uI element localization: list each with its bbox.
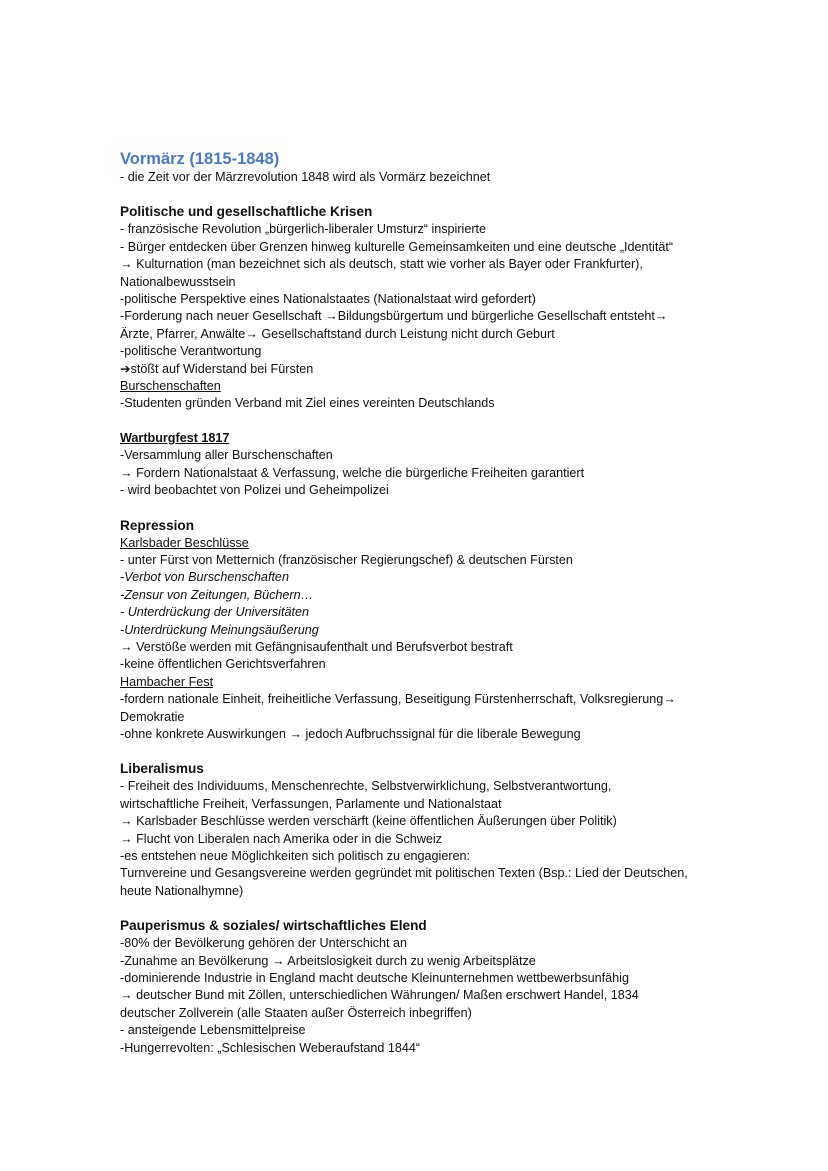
hambacher-line: -fordern nationale Einheit, freiheitliche Verfassung, Beseitigung Fürstenherrschaft, Volksregierung→ (120, 692, 676, 707)
intro-line: - die Zeit vor der Märzrevolution 1848 wird als Vormärz bezeichnet (120, 170, 491, 184)
section-heading-repression: Repression (120, 517, 195, 533)
burschenschaften-line: -Studenten gründen Verband mit Ziel eines vereinten Deutschlands (120, 396, 495, 411)
hambacher-line: -ohne konkrete Auswirkungen → jedoch Aufbruchssignal für die liberale Bewegung (120, 726, 581, 741)
page-title: Vormärz (1815-1848) (120, 150, 280, 168)
repression-line: - unter Fürst von Metternich (französischer Regierungschef) & deutschen Fürsten (120, 552, 573, 567)
liberalismus-line: wirtschaftliche Freiheit, Verfassungen, Parlamente und Nationalstaat (120, 796, 502, 811)
pauperismus-line: -dominierende Industrie in England macht deutsche Kleinunternehmen wettbewerbsunfähig (120, 971, 629, 986)
liberalismus-line: - Freiheit des Individuums, Menschenrechte, Selbstverwirklichung, Selbstverantwortung, (120, 779, 612, 794)
repression-italic-line: -Verbot von Burschenschaften (120, 570, 289, 585)
wartburgfest-line: - wird beobachtet von Polizei und Geheimpolizei (120, 483, 389, 498)
repression-italic-line: -Zensur von Zeitungen, Büchern… (120, 587, 314, 602)
pauperismus-line: -80% der Bevölkerung gehören der Unterschicht an (120, 936, 408, 951)
krisen-line: - Bürger entdecken über Grenzen hinweg kulturelle Gemeinsamkeiten und eine deutsche „Identität“ (120, 239, 674, 254)
section-heading-wartburgfest: Wartburgfest 1817 (120, 430, 230, 445)
repression-italic-line: - Unterdrückung der Universitäten (120, 605, 309, 620)
hambacher-line: Demokratie (120, 709, 185, 724)
liberalismus-line: heute Nationalhymne) (120, 883, 244, 898)
section-heading-krisen: Politische und gesellschaftliche Krisen (120, 204, 373, 220)
pauperismus-line: - ansteigende Lebensmittelpreise (120, 1023, 306, 1038)
pauperismus-line: -Zunahme an Bevölkerung → Arbeitslosigkeit durch zu wenig Arbeitsplätze (120, 953, 536, 968)
krisen-line: Nationalbewusstsein (120, 274, 236, 289)
krisen-line: -politische Perspektive eines Nationalstaates (Nationalstaat wird gefordert) (120, 292, 536, 307)
subheading-burschenschaften: Burschenschaften (120, 379, 221, 394)
krisen-line: → Kulturnation (man bezeichnet sich als deutsch, statt wie vorher als Bayer oder Frankfurter), (120, 257, 643, 272)
wartburgfest-line: → Fordern Nationalstaat & Verfassung, welche die bürgerliche Freiheiten garantiert (120, 465, 585, 480)
subheading-hambacher: Hambacher Fest (120, 674, 214, 689)
liberalismus-line: → Flucht von Liberalen nach Amerika oder in die Schweiz (120, 831, 443, 846)
section-heading-liberalismus: Liberalismus (120, 761, 204, 777)
pauperismus-line: deutscher Zollverein (alle Staaten außer Österreich inbegriffen) (120, 1005, 472, 1020)
subheading-karlsbader: Karlsbader Beschlüsse (120, 535, 249, 550)
document-page (120, 149, 720, 1057)
pauperismus-line: -Hungerrevolten: „Schlesischen Weberaufstand 1844“ (120, 1040, 421, 1055)
krisen-line: -politische Verantwortung (120, 344, 262, 359)
krisen-line: - französische Revolution „bürgerlich-liberaler Umsturz“ inspirierte (120, 222, 487, 237)
krisen-line: -Forderung nach neuer Gesellschaft →Bildungsbürgertum und bürgerliche Gesellschaft entsteht→ (120, 309, 668, 324)
repression-line: → Verstöße werden mit Gefängnisaufenthalt und Berufsverbot bestraft (120, 639, 513, 654)
krisen-line: ➔stößt auf Widerstand bei Fürsten (120, 361, 314, 376)
pauperismus-line: → deutscher Bund mit Zöllen, unterschiedlichen Währungen/ Maßen erschwert Handel, 1834 (120, 988, 639, 1003)
krisen-line: Ärzte, Pfarrer, Anwälte→ Gesellschaftstand durch Leistung nicht durch Geburt (120, 326, 555, 341)
liberalismus-line: -es entstehen neue Möglichkeiten sich politisch zu engagieren: (120, 849, 471, 863)
repression-line: -keine öffentlichen Gerichtsverfahren (120, 657, 326, 672)
liberalismus-line: → Karlsbader Beschlüsse werden verschärft (keine öffentlichen Äußerungen über Politik) (120, 814, 617, 829)
repression-italic-line: -Unterdrückung Meinungsäußerung (120, 622, 319, 637)
section-heading-pauperismus: Pauperismus & soziales/ wirtschaftliches Elend (120, 918, 427, 934)
wartburgfest-line: -Versammlung aller Burschenschaften (120, 448, 333, 463)
liberalismus-line: Turnvereine und Gesangsvereine werden gegründet mit politischen Texten (Bsp.: Lied der Deutschen, (120, 866, 688, 881)
